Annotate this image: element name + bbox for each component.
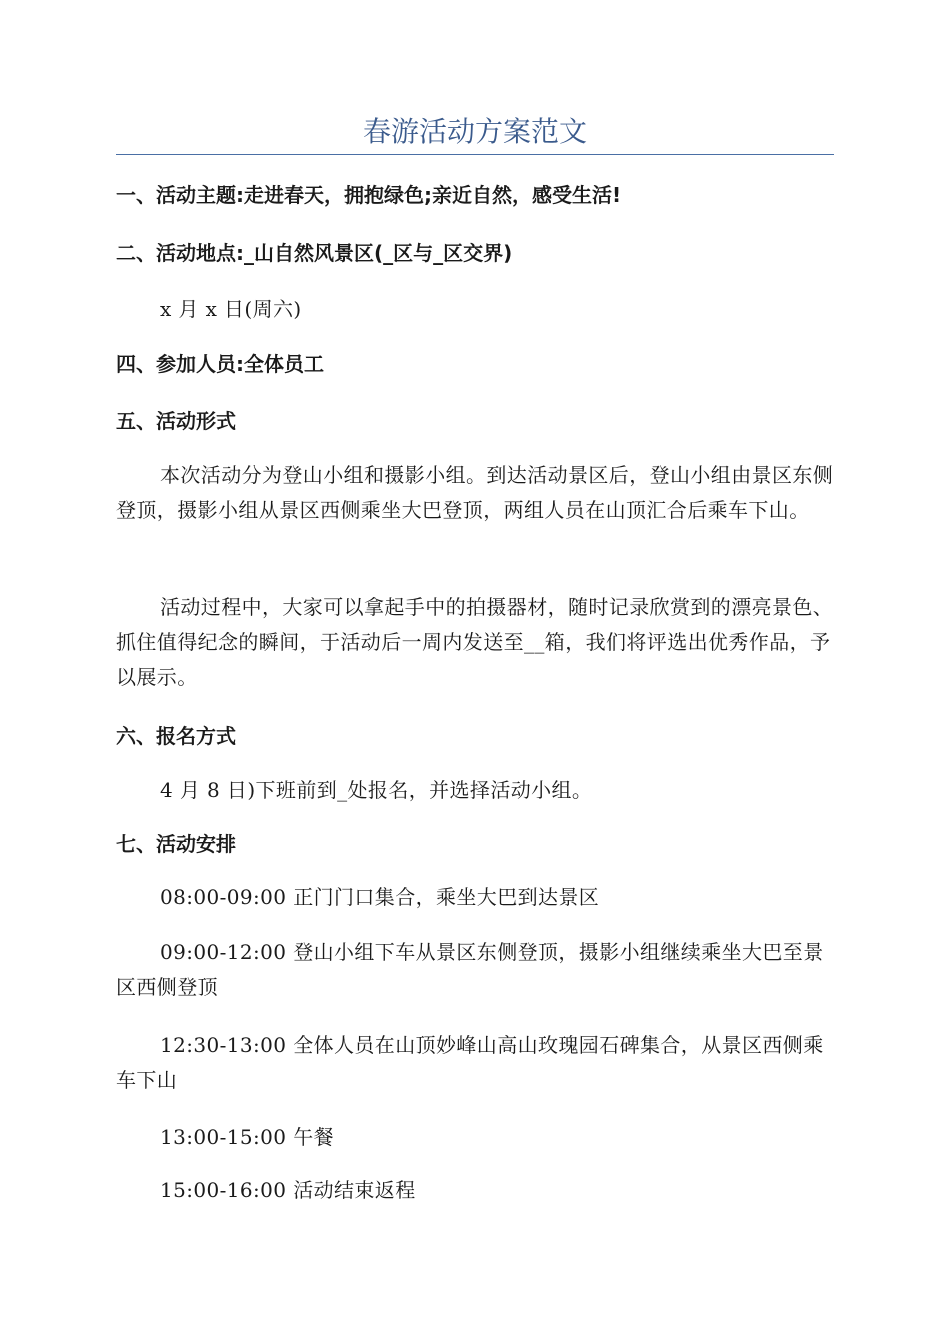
section-location: 二、活动地点:_山自然风景区(_区与_区交界) [116,241,513,265]
schedule-item: 13:00-15:00 午餐 [160,1125,334,1149]
schedule-item: 08:00-09:00 正门门口集合，乘坐大巴到达景区 [160,885,600,909]
section-schedule-heading: 七、活动安排 [116,832,236,856]
section-format-heading: 五、活动形式 [116,409,236,433]
document-title: 春游活动方案范文 [362,115,587,148]
section-date: x 月 x 日(周六) [160,297,302,321]
section-format-paragraph-2: 活动过程中，大家可以拿起手中的拍摄器材，随时记录欣赏到的漂亮景色、抓住值得纪念的瞬间，于活动后一周内发送至__箱，我们将评选出优秀作品，予以展示。 [116,595,834,689]
section-signup-text: 4 月 8 日)下班前到_处报名，并选择活动小组。 [160,778,593,802]
schedule-item: 15:00-16:00 活动结束返程 [160,1178,416,1202]
section-format-paragraph-1: 本次活动分为登山小组和摄影小组。到达活动景区后，登山小组由景区东侧登顶，摄影小组从景区西侧乘坐大巴登顶，两组人员在山顶汇合后乘车下山。 [116,463,834,522]
section-signup-heading: 六、报名方式 [116,724,236,748]
schedule-item: 12:30-13:00 全体人员在山顶妙峰山高山玫瑰园石碑集合，从景区西侧乘车下山 [116,1033,824,1092]
section-participants: 四、参加人员:全体员工 [116,352,324,376]
schedule-item: 09:00-12:00 登山小组下车从景区东侧登顶，摄影小组继续乘坐大巴至景区西侧登顶 [116,940,824,999]
document-body [116,0,834,1344]
section-theme: 一、活动主题:走进春天，拥抱绿色;亲近自然，感受生活! [116,183,622,207]
